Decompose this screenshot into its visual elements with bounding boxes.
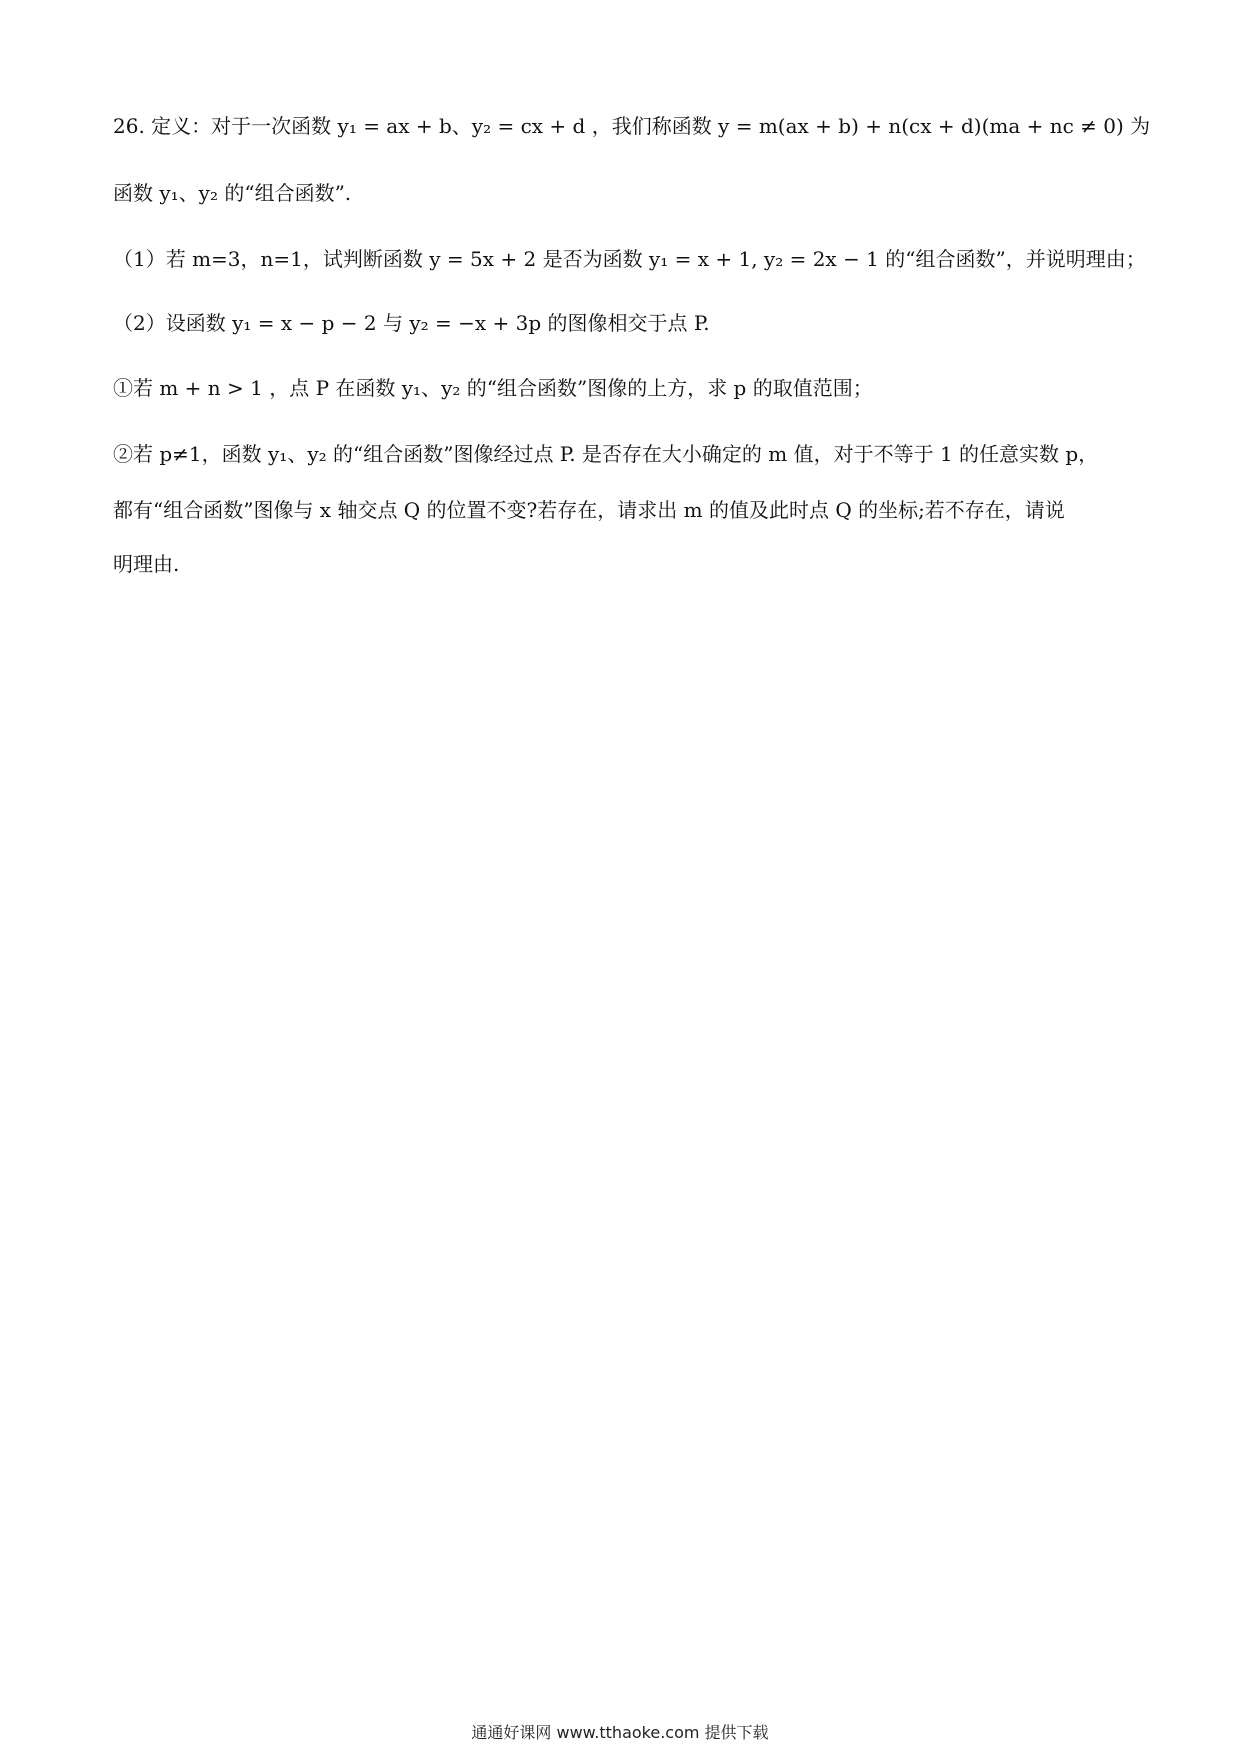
question-part-2-sub-2-cont: 都有“组合函数”图像与 x 轴交点 Q 的位置不变?若存在，请求出 m 的值及此时点 Q 的坐标;若不存在，请说 [113,498,1065,522]
problem-definition-line: 26. 定义：对于一次函数 y₁ = ax + b、y₂ = cx + d ，我们称函数 y = m(ax + b) + n(cx + d)(ma + nc ≠ 0) 为 [113,114,1151,138]
question-part-2-sub-2-end: 明理由. [113,552,180,576]
question-part-2: （2）设函数 y₁ = x − p − 2 与 y₂ = −x + 3p 的图像相交于点 P. [113,311,710,335]
footer-watermark: 通通好课网 www.tthaoke.com 提供下载 [471,1723,769,1742]
question-part-1: （1）若 m=3，n=1，试判断函数 y = 5x + 2 是否为函数 y₁ = x + 1, y₂ = 2x − 1 的“组合函数”，并说明理由； [113,247,1146,271]
question-part-2-sub-1: ①若 m + n > 1 ，点 P 在函数 y₁、y₂ 的“组合函数”图像的上方，求 p 的取值范围； [113,376,873,400]
question-part-2-sub-2: ②若 p≠1，函数 y₁、y₂ 的“组合函数”图像经过点 P. 是否存在大小确定的 m 值，对于不等于 1 的任意实数 p， [113,442,1099,466]
problem-definition-line-cont: 函数 y₁、y₂ 的“组合函数”. [113,181,352,205]
